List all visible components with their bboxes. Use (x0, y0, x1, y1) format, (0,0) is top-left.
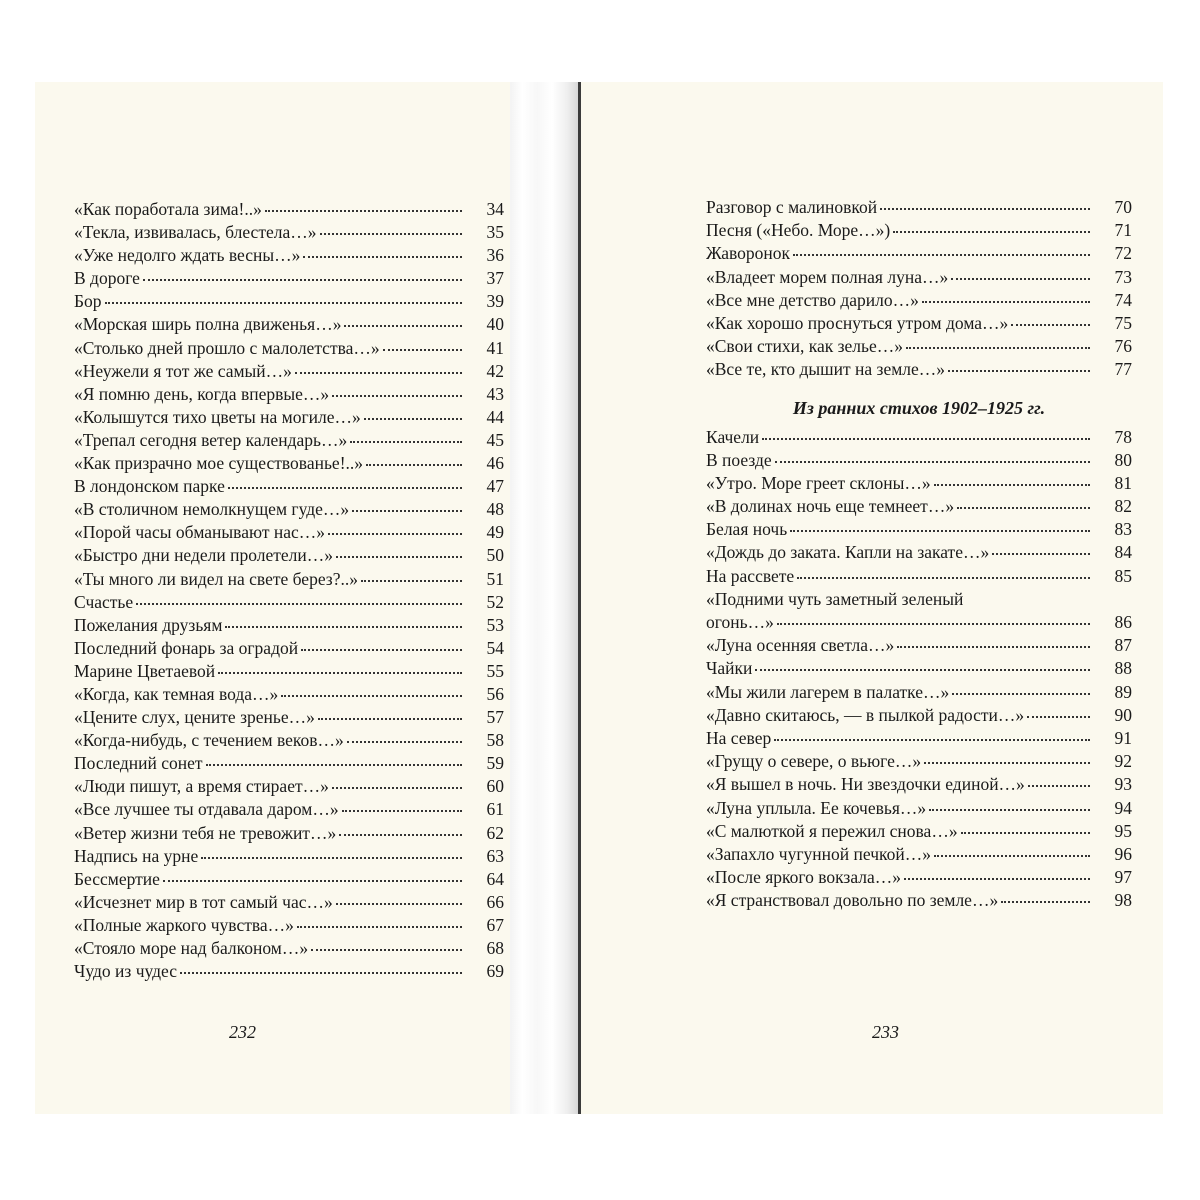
toc-dot-leader (364, 418, 462, 420)
toc-entry-page: 71 (1114, 220, 1132, 241)
toc-dot-leader (880, 208, 1090, 210)
toc-entry-page: 81 (1114, 472, 1132, 493)
toc-entry (74, 406, 504, 429)
toc-dot-leader (105, 302, 462, 304)
toc-entry (74, 868, 504, 891)
toc-entry (74, 706, 504, 729)
toc-dot-leader (143, 279, 462, 281)
toc-entry-title: «Колышутся тихо цветы на могиле…» (74, 406, 361, 427)
toc-entry-title: «Свои стихи, как зелье…» (706, 336, 903, 357)
toc-entry-page: 49 (486, 522, 504, 543)
toc-entry-title: «Грущу о севере, о вьюге…» (706, 751, 922, 772)
toc-dot-leader (934, 855, 1090, 857)
toc-dot-leader (893, 231, 1090, 233)
toc-dot-leader (265, 210, 462, 212)
toc-entry-title: огонь…» (706, 612, 774, 632)
toc-entry-page: 45 (486, 429, 504, 450)
toc-entry-title: Разговор с малиновкой (706, 197, 878, 217)
toc-dot-leader (303, 256, 462, 258)
toc-dot-leader (332, 787, 462, 789)
toc-entry-page: 43 (486, 383, 504, 404)
toc-dot-leader (344, 325, 462, 327)
toc-dot-leader (383, 349, 462, 351)
toc-entry-title: В дороге (74, 268, 140, 289)
toc-entry-title: Марине Цветаевой (74, 660, 216, 681)
toc-entry-title: «После яркого вокзала…» (706, 867, 901, 888)
toc-dot-leader (336, 556, 462, 558)
toc-entry-page: 50 (486, 545, 504, 566)
toc-dot-leader (1027, 716, 1090, 718)
toc-entry (706, 335, 1132, 358)
toc-entry-page: 58 (486, 730, 504, 751)
toc-dot-leader (347, 741, 462, 743)
toc-entry (706, 472, 1132, 495)
toc-entry (706, 750, 1132, 773)
toc-entry (706, 681, 1132, 704)
toc-entry-title: «Как призрачно мое существованье!..» (74, 453, 364, 474)
toc-dot-leader (1011, 324, 1090, 326)
toc-entry (706, 797, 1132, 820)
toc-entry-title: «Луна осенняя светла…» (706, 635, 895, 656)
toc-entry-page: 70 (1114, 197, 1132, 217)
toc-entry-page: 69 (486, 961, 504, 982)
toc-entry-page: 36 (486, 245, 504, 266)
toc-entry-page: 73 (1114, 266, 1132, 287)
toc-entry (74, 475, 504, 498)
toc-entry (706, 312, 1132, 335)
toc-entry-title: Песня («Небо. Море…») (706, 220, 891, 241)
toc-entry-page: 98 (1114, 890, 1132, 911)
toc-entry-title: Последний сонет (74, 753, 203, 774)
section-heading: Из ранних стихов 1902–1925 гг. (792, 397, 1046, 418)
toc-entry-page: 64 (486, 868, 504, 889)
toc-dot-leader (897, 646, 1090, 648)
toc-entry (706, 866, 1132, 889)
toc-entry-page: 63 (486, 845, 504, 866)
toc-entry-title: «Когда-нибудь, с течением веков…» (74, 730, 344, 751)
toc-dot-leader (797, 577, 1090, 579)
toc-entry-title: «Быстро дни недели пролетели…» (74, 545, 334, 566)
toc-dot-leader (790, 530, 1090, 532)
toc-entry-page: 76 (1114, 336, 1132, 357)
toc-dot-leader (906, 347, 1090, 349)
toc-entry-page: 37 (486, 268, 504, 289)
toc-dot-leader (163, 880, 462, 882)
toc-entry-page: 66 (486, 891, 504, 912)
toc-dot-leader (951, 278, 1090, 280)
toc-dot-leader (755, 669, 1090, 671)
toc-entry-page: 39 (486, 291, 504, 312)
toc-entry (74, 383, 504, 406)
toc-entry (74, 198, 504, 221)
right-page-number: 233 (872, 1022, 899, 1042)
toc-dot-leader (201, 857, 462, 859)
toc-entry (706, 727, 1132, 750)
toc-dot-leader (961, 832, 1090, 834)
toc-entry-title: «Я вышел в ночь. Ни звездочки единой…» (706, 774, 1025, 795)
toc-entry (74, 752, 504, 775)
toc-entry-title: «Столько дней прошло с малолетства…» (74, 337, 380, 358)
toc-dot-leader (206, 764, 462, 766)
toc-entry-page: 74 (1114, 289, 1132, 310)
toc-dot-leader (350, 441, 462, 443)
toc-entry-title: «Порой часы обманывают нас…» (74, 522, 325, 543)
toc-entry-title: Последний фонарь за оградой (74, 637, 299, 658)
toc-entry-page: 77 (1114, 359, 1132, 380)
toc-dot-leader (295, 372, 462, 374)
toc-entry (74, 498, 504, 521)
toc-entry-title: «Исчезнет мир в тот самый час…» (74, 891, 333, 912)
toc-entry (74, 544, 504, 567)
toc-entry-title: «Давно скитаюсь, — в пылкой радости…» (706, 704, 1025, 725)
toc-entry (706, 773, 1132, 796)
toc-dot-leader (929, 809, 1090, 811)
toc-entry-page: 44 (486, 406, 504, 427)
toc-entry (706, 889, 1132, 912)
toc-entry-page: 67 (486, 914, 504, 935)
toc-entry-page: 88 (1114, 658, 1132, 679)
toc-entry-page: 82 (1114, 496, 1132, 517)
toc-dot-leader (320, 233, 463, 235)
toc-entry-title: «Мы жили лагерем в палатке…» (706, 681, 950, 702)
toc-dot-leader (342, 810, 462, 812)
toc-entry-title: «Все мне детство дарило…» (706, 289, 919, 310)
toc-entry (74, 429, 504, 452)
toc-entry-title: «Цените слух, цените зренье…» (74, 707, 315, 728)
toc-entry (74, 360, 504, 383)
toc-entry (74, 521, 504, 544)
toc-entry (74, 568, 504, 591)
toc-entry (74, 660, 504, 683)
toc-entry-page: 94 (1114, 797, 1132, 818)
toc-entry-title: Жаворонок (706, 243, 791, 264)
toc-entry-title: В поезде (706, 449, 772, 470)
toc-entry (74, 891, 504, 914)
toc-entry (74, 937, 504, 960)
toc-dot-leader (301, 649, 462, 651)
toc-dot-leader (339, 834, 462, 836)
toc-entry-page: 61 (486, 799, 504, 820)
toc-entry (74, 822, 504, 845)
toc-entry (706, 704, 1132, 727)
toc-entry-page: 90 (1114, 704, 1132, 725)
toc-entry (74, 591, 504, 614)
toc-entry-title: «Все те, кто дышит на земле…» (706, 359, 946, 380)
toc-entry-page: 59 (486, 753, 504, 774)
toc-entry (74, 845, 504, 868)
toc-entry-title: На север (706, 727, 772, 748)
toc-dot-leader (180, 972, 462, 974)
toc-dot-leader (992, 553, 1090, 555)
toc-entry-page: 84 (1114, 542, 1132, 563)
toc-entry-page: 54 (486, 637, 504, 658)
toc-entry-title: «Люди пишут, а время стирает…» (74, 776, 329, 797)
toc-entry (706, 242, 1132, 265)
toc-entry (706, 657, 1132, 680)
toc-entry-title: «Как поработала зима!..» (74, 199, 262, 219)
toc-entry (706, 588, 1132, 611)
toc-entry (74, 960, 504, 983)
toc-entry-title: «В долинах ночь еще темнеет…» (706, 496, 955, 517)
toc-entry-title: «Трепал сегодня ветер календарь…» (74, 429, 348, 450)
right-page-toc (706, 196, 1132, 912)
toc-entry (706, 289, 1132, 312)
toc-entry-page: 96 (1114, 843, 1132, 864)
toc-entry (74, 798, 504, 821)
toc-entry (706, 449, 1132, 472)
toc-entry (706, 219, 1132, 242)
toc-dot-leader (332, 395, 462, 397)
toc-entry-title: «Полные жаркого чувства…» (74, 914, 294, 935)
toc-entry-title: «Стояло море над балконом…» (74, 938, 309, 958)
toc-dot-leader (762, 438, 1090, 440)
toc-entry (74, 290, 504, 313)
toc-entry-page: 83 (1114, 519, 1132, 540)
toc-entry-page: 68 (486, 938, 504, 958)
toc-entry-title: «Запахло чугунной печкой…» (706, 843, 931, 864)
toc-dot-leader (218, 672, 462, 674)
toc-entry (74, 313, 504, 336)
toc-dot-leader (793, 254, 1090, 256)
toc-dot-leader (934, 484, 1090, 486)
toc-entry-page: 75 (1114, 312, 1132, 333)
toc-entry-page: 51 (486, 568, 504, 589)
toc-entry-title: Бор (74, 291, 102, 312)
toc-entry (706, 196, 1132, 219)
toc-entry-title: «Ты много ли видел на свете берез?..» (74, 568, 358, 589)
toc-entry (74, 914, 504, 937)
toc-dot-leader (136, 603, 462, 605)
toc-dot-leader (361, 580, 462, 582)
toc-entry (706, 266, 1132, 289)
toc-entry-page: 48 (486, 499, 504, 520)
toc-entry-title: «В столичном немолкнущем гуде…» (74, 499, 350, 520)
toc-dot-leader (775, 461, 1090, 463)
toc-entry-page: 40 (486, 314, 504, 335)
toc-entry-title: «Подними чуть заметный зеленый (706, 588, 964, 609)
toc-entry-title: В лондонском парке (74, 476, 225, 497)
toc-entry-title: Счастье (74, 591, 134, 612)
toc-entry (706, 495, 1132, 518)
toc-entry-title: «Утро. Море греет склоны…» (706, 472, 931, 493)
toc-entry (74, 683, 504, 706)
toc-entry-page: 42 (486, 360, 504, 381)
toc-list-bottom (706, 426, 1132, 913)
toc-entry-title: Белая ночь (706, 519, 788, 540)
toc-dot-leader (948, 370, 1090, 372)
toc-entry (74, 729, 504, 752)
toc-entry-page: 85 (1114, 565, 1132, 586)
toc-entry-title: «Текла, извивалась, блестела…» (74, 222, 317, 243)
toc-entry (74, 775, 504, 798)
toc-dot-leader (904, 878, 1090, 880)
toc-entry-title: Надпись на урне (74, 845, 199, 866)
toc-entry (74, 452, 504, 475)
toc-entry-title: «Морская ширь полна движенья…» (74, 314, 342, 335)
toc-dot-leader (297, 926, 462, 928)
toc-entry (706, 541, 1132, 564)
toc-entry-page: 35 (486, 222, 504, 243)
toc-entry-page: 80 (1114, 449, 1132, 470)
toc-entry-page: 52 (486, 591, 504, 612)
toc-entry-title: Пожелания друзьям (74, 614, 223, 635)
toc-dot-leader (952, 693, 1090, 695)
toc-entry-title: Качели (706, 426, 760, 447)
toc-entry (74, 267, 504, 290)
left-page-toc (74, 198, 504, 983)
toc-dot-leader (922, 301, 1090, 303)
toc-entry-page: 93 (1114, 774, 1132, 795)
toc-entry-title: Бессмертие (74, 868, 160, 889)
toc-entry-title: «Когда, как темная вода…» (74, 683, 279, 704)
toc-entry-page: 92 (1114, 751, 1132, 772)
toc-entry (74, 337, 504, 360)
toc-entry-title: «Я помню день, когда впервые…» (74, 383, 330, 404)
toc-entry-page: 62 (486, 822, 504, 843)
toc-entry-page: 47 (486, 476, 504, 497)
toc-entry (706, 820, 1132, 843)
toc-entry-title: «Луна уплыла. Ее кочевья…» (706, 797, 927, 818)
toc-dot-leader (311, 949, 462, 951)
toc-entry-title: «Как хорошо проснуться утром дома…» (706, 312, 1009, 333)
toc-entry-page: 97 (1114, 867, 1132, 888)
book-gutter (510, 82, 578, 1114)
toc-entry-title: «Уже недолго ждать весны…» (74, 245, 301, 266)
toc-entry-page: 46 (486, 453, 504, 474)
toc-entry (706, 518, 1132, 541)
toc-entry-title: «Все лучшее ты отдавала даром…» (74, 799, 339, 820)
toc-dot-leader (366, 464, 462, 466)
toc-dot-leader (352, 510, 462, 512)
toc-entry-page: 91 (1114, 727, 1132, 748)
toc-entry-title: Чудо из чудес (74, 961, 178, 982)
toc-entry-title: «Владеет морем полная луна…» (706, 266, 949, 287)
toc-entry-page: 86 (1114, 612, 1132, 632)
toc-entry-title: «С малюткой я пережил снова…» (706, 820, 958, 841)
toc-entry (706, 565, 1132, 588)
toc-dot-leader (225, 626, 462, 628)
toc-entry-title: «Неужели я тот же самый…» (74, 360, 292, 381)
toc-entry (74, 614, 504, 637)
toc-list-top (706, 196, 1132, 382)
toc-entry (706, 843, 1132, 866)
toc-entry-page: 34 (486, 199, 504, 219)
toc-entry-title: Чайки (706, 658, 753, 679)
toc-entry (706, 611, 1132, 634)
toc-dot-leader (336, 903, 462, 905)
toc-entry-page: 53 (486, 614, 504, 635)
toc-entry-title: На рассвете (706, 565, 795, 586)
toc-entry-page: 95 (1114, 820, 1132, 841)
toc-entry (706, 634, 1132, 657)
toc-dot-leader (228, 487, 462, 489)
toc-entry-page: 72 (1114, 243, 1132, 264)
toc-dot-leader (924, 762, 1090, 764)
toc-dot-leader (774, 739, 1090, 741)
toc-entry (74, 244, 504, 267)
toc-entry-page: 57 (486, 707, 504, 728)
toc-entry (706, 426, 1132, 449)
toc-entry (74, 221, 504, 244)
toc-entry (706, 358, 1132, 381)
toc-entry-page: 55 (486, 660, 504, 681)
toc-entry-page: 60 (486, 776, 504, 797)
toc-entry-page: 78 (1114, 426, 1132, 447)
toc-dot-leader (281, 695, 462, 697)
toc-entry-page: 41 (486, 337, 504, 358)
toc-dot-leader (957, 507, 1090, 509)
toc-entry-page: 87 (1114, 635, 1132, 656)
toc-entry-title: «Дождь до заката. Капли на закате…» (706, 542, 990, 563)
toc-dot-leader (1001, 901, 1090, 903)
toc-dot-leader (328, 533, 462, 535)
left-page-number: 232 (229, 1022, 256, 1042)
toc-dot-leader (318, 718, 462, 720)
toc-entry (74, 637, 504, 660)
toc-entry-title: «Ветер жизни тебя не тревожит…» (74, 822, 337, 843)
toc-dot-leader (1028, 785, 1090, 787)
toc-entry-page: 89 (1114, 681, 1132, 702)
toc-entry-title: «Я странствовал довольно по земле…» (706, 890, 999, 911)
toc-dot-leader (777, 623, 1090, 625)
toc-entry-page: 56 (486, 683, 504, 704)
